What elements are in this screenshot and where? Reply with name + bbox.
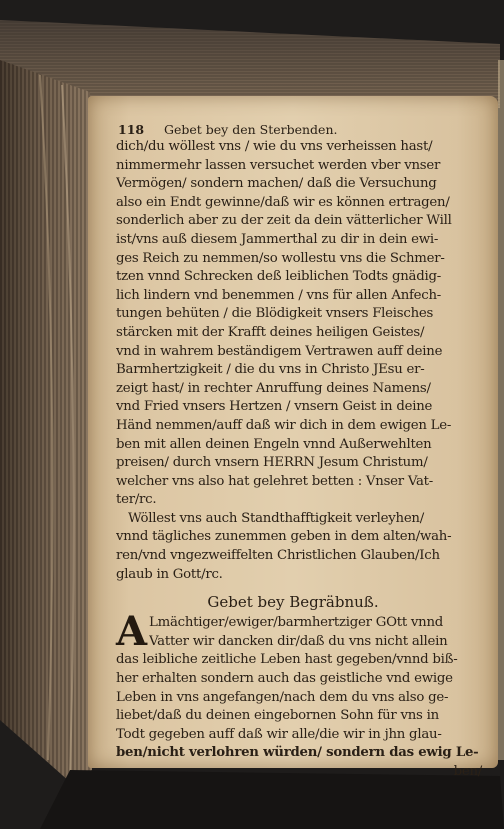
text-line: Lmächtiger/ewiger/barmhertziger GOtt vnnd: [149, 615, 444, 631]
prayer-paragraph: [116, 138, 486, 510]
text-line: sonderlich aber zu der zeit da dein vätterlicher Will: [116, 213, 452, 229]
text-line: Todt gegeben auff daß wir alle/die wir in jhn glau-: [116, 726, 442, 742]
text-line: nimmermehr lassen versuchet werden vber vnser: [116, 157, 441, 173]
text-line: preisen/ durch vnsern HERRN Jesum Christum/: [116, 455, 428, 471]
text-line: das leibliche zeitliche Leben hast gegeben/vnnd biß-: [116, 652, 458, 668]
text-line: vnd Fried vnsers Hertzen / vnsern Geist in deine: [116, 399, 433, 415]
text-line: Wöllest vns auch Standthafftigkeit verleyhen/: [128, 510, 424, 526]
text-line: ben mit allen deinen Engeln vnnd Außerwehlten: [116, 436, 432, 452]
text-line: tungen behüten / die Blödigkeit vnsers Fleisches: [116, 306, 434, 322]
text-line: ges Reich zu nemmen/so wollestu vns die Schmer-: [116, 250, 445, 266]
text-line: liebet/daß du deinen eingebornen Sohn für vns in: [116, 708, 439, 724]
text-line: vnd in wahrem beständigem Vertrawen auff deine: [116, 343, 443, 359]
drop-cap: A: [116, 608, 148, 656]
text-line: welcher vns also hat gelehret betten : Vnser Vat-: [116, 473, 434, 489]
page-text: [116, 122, 486, 782]
text-line: stärcken mit der Krafft deines heiligen Geistes/: [116, 324, 425, 340]
text-line: tzen vnnd Schrecken deß leiblichen Todts gnädig-: [116, 269, 441, 285]
creed-paragraph: [116, 510, 486, 584]
section-heading: Gebet bey Begräbnuß.: [207, 593, 379, 612]
text-line: lich lindern vnd benemmen / vns für allen Anfech-: [116, 287, 442, 303]
text-line: ist/vns auß diesem Jammerthal zu dir in dein ewi-: [116, 231, 439, 247]
page-number: 118: [118, 122, 145, 137]
text-line: vnnd tägliches zunemmen geben in dem alten/wah-: [116, 529, 452, 545]
text-line: Barmhertzigkeit / die du vns in Christo JEsu er-: [116, 362, 425, 378]
text-line: Vatter wir dancken dir/daß du vns nicht allein: [149, 633, 448, 649]
text-line: Händ nemmen/auff daß wir dich in dem ewigen Le-: [116, 417, 452, 433]
text-line: her erhalten sondern auch das geistliche vnd ewige: [116, 671, 453, 687]
text-line: Leben in vns angefangen/nach dem du vns also ge-: [116, 689, 449, 705]
text-line: Vermögen/ sondern machen/ daß die Versuchung: [116, 176, 437, 192]
text-line: glaub in Gott/rc.: [116, 566, 223, 582]
burial-prayer-paragraph: [116, 608, 486, 781]
running-header: [116, 122, 486, 138]
text-line: ter/rc.: [116, 492, 157, 508]
text-line: zeigt hast/ in rechter Anruffung deines Namens/: [116, 380, 431, 396]
catchword: ben/: [453, 764, 482, 779]
text-line: ren/vnd vngezweiffelten Christlichen Glauben/Ich: [116, 548, 440, 564]
text-line: also ein Endt gewinne/daß wir es können ertragen/: [116, 194, 450, 210]
text-line: ben/nicht verlohren würden/ sondern das ewig Le-: [116, 745, 479, 761]
running-head-title: Gebet bey den Sterbenden.: [164, 122, 338, 137]
text-line: dich/du wöllest vns / wie du vns verheissen hast/: [116, 139, 433, 154]
